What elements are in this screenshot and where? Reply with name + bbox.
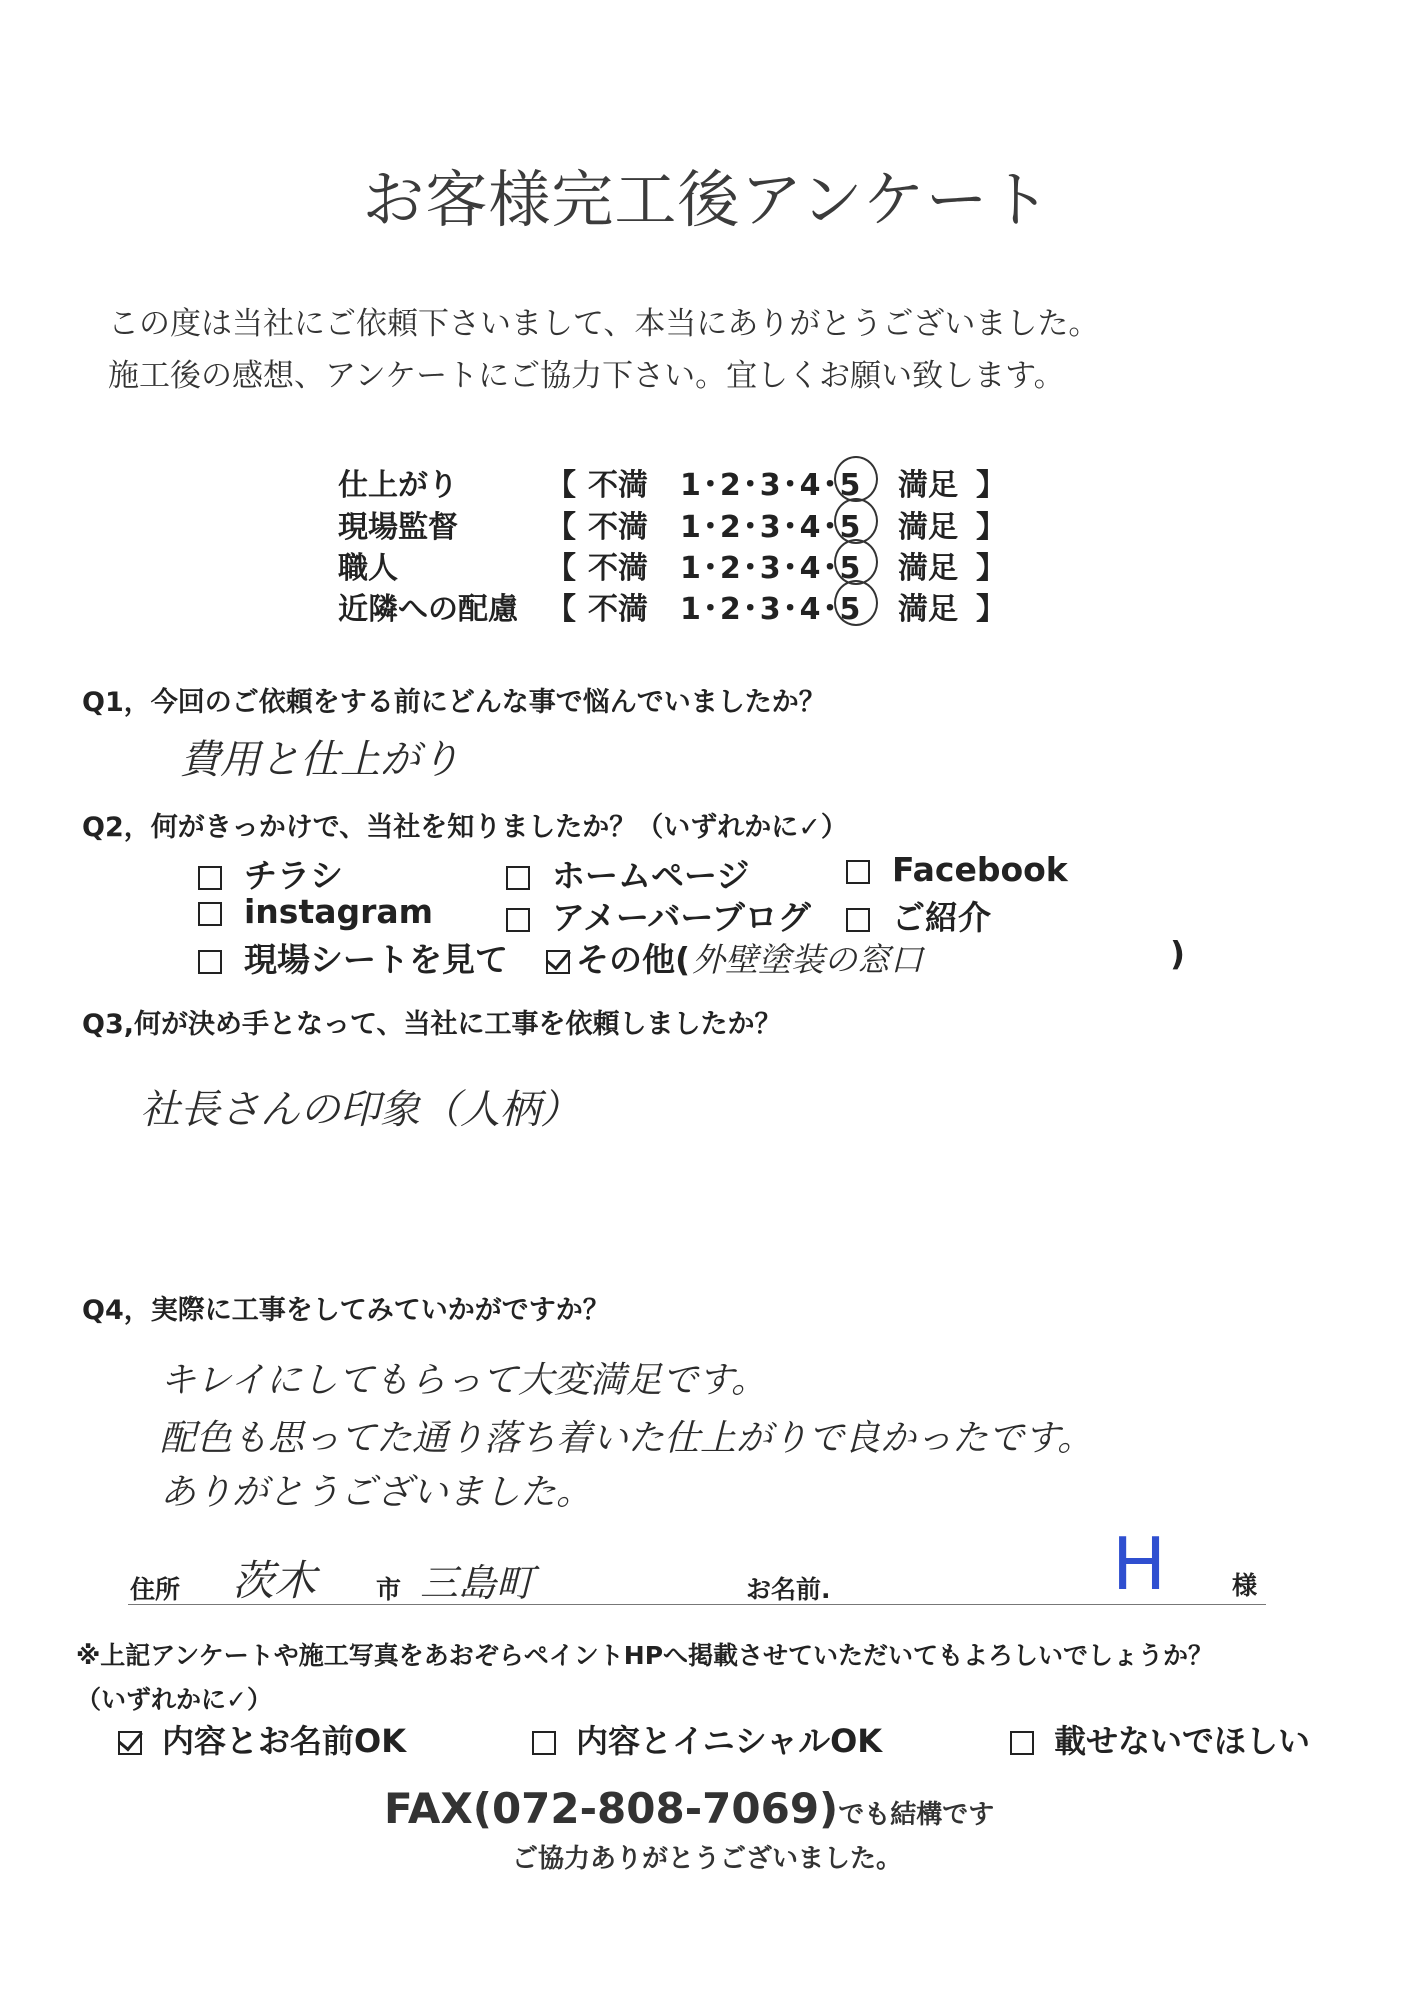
rating-label: 現場監督 bbox=[338, 510, 458, 545]
rating-satisfied: 満足 bbox=[898, 592, 958, 627]
option-label: チラシ bbox=[244, 856, 343, 895]
rating-satisfied: 満足 bbox=[898, 468, 958, 503]
name-value[interactable]: H bbox=[1112, 1522, 1167, 1606]
option-label: ご紹介 bbox=[892, 898, 991, 937]
q3-answer[interactable]: 社長さんの印象（人柄） bbox=[140, 1087, 580, 1133]
checkbox[interactable] bbox=[198, 950, 222, 974]
intro-line-2: 施工後の感想、アンケートにご協力下さい。宜しくお願い致します。 bbox=[108, 358, 1065, 394]
option-label: 現場シートを見て bbox=[244, 940, 508, 979]
address-city-value[interactable]: 茨木 bbox=[232, 1556, 317, 1605]
option-label: 内容とイニシャルOK bbox=[576, 1722, 883, 1760]
rating-scale: 1･2･3･4･5 bbox=[680, 468, 863, 503]
bracket-open: 【 bbox=[546, 551, 576, 586]
checkbox-checked[interactable] bbox=[118, 1731, 142, 1755]
consent-option-initial-ok[interactable] bbox=[532, 1716, 882, 1762]
q2-option-facebook[interactable] bbox=[846, 850, 1068, 889]
q2-option-flyer[interactable] bbox=[198, 850, 343, 897]
bracket-close: 】 bbox=[976, 510, 1006, 545]
q1-question: Q1，今回のご依頼をする前にどんな事で悩んでいましたか？ bbox=[82, 687, 826, 718]
option-label: Facebook bbox=[892, 850, 1068, 889]
q3-question: Q3,何が決め手となって、当社に工事を依頼しましたか？ bbox=[82, 1009, 782, 1040]
consent-text: ※上記アンケートや施工写真をあおぞらペイントHPへ掲載させていただいてもよろしいでしょうか？ bbox=[76, 1641, 1214, 1670]
checkbox[interactable] bbox=[846, 860, 870, 884]
option-label: アメーバーブログ bbox=[552, 898, 811, 937]
option-label: 内容とお名前OK bbox=[162, 1722, 407, 1760]
intro-line-1: この度は当社にご依頼下さいまして、本当にありがとうございました。 bbox=[108, 306, 1100, 342]
footer-fax bbox=[384, 1784, 994, 1833]
checkbox[interactable] bbox=[1010, 1731, 1034, 1755]
checkbox[interactable] bbox=[506, 908, 530, 932]
checkbox-checked[interactable] bbox=[546, 950, 570, 974]
q2-question: Q2，何がきっかけで、当社を知りましたか？（いずれかに✓） bbox=[82, 812, 848, 843]
address-label: 住所 bbox=[130, 1575, 181, 1604]
bracket-close: 】 bbox=[976, 468, 1006, 503]
consent-instruction: （いずれかに✓） bbox=[76, 1685, 272, 1714]
bracket-open: 【 bbox=[546, 510, 576, 545]
city-suffix: 市 bbox=[376, 1575, 402, 1604]
form-title: お客様完工後アンケート bbox=[362, 163, 1052, 236]
option-label: ホームページ bbox=[552, 856, 750, 895]
rating-dissatisfied: 不満 bbox=[588, 468, 648, 503]
option-label: 載せないでほしい bbox=[1054, 1722, 1311, 1760]
bracket-open: 【 bbox=[546, 468, 576, 503]
selected-circle[interactable] bbox=[834, 498, 878, 544]
name-label: お名前. bbox=[746, 1575, 831, 1604]
option-label: instagram bbox=[244, 892, 434, 931]
rating-label: 仕上がり bbox=[338, 468, 458, 503]
fax-suffix: でも結構です bbox=[838, 1800, 995, 1830]
footer-thanks: ご協力ありがとうございました。 bbox=[511, 1844, 902, 1874]
rating-dissatisfied: 不満 bbox=[588, 551, 648, 586]
q2-other-close: ) bbox=[1170, 934, 1186, 973]
selected-circle[interactable] bbox=[834, 539, 878, 585]
q2-other-answer[interactable]: 外壁塗装の窓口 bbox=[692, 940, 923, 979]
selected-circle[interactable] bbox=[834, 456, 878, 502]
selected-circle[interactable] bbox=[834, 580, 878, 626]
honorific: 様 bbox=[1232, 1571, 1258, 1600]
q2-option-other[interactable] bbox=[546, 934, 690, 981]
q4-answer-line-3[interactable]: ありがとうございました。 bbox=[160, 1472, 593, 1513]
option-label: その他( bbox=[576, 940, 691, 979]
q2-option-site-sheet[interactable] bbox=[198, 934, 508, 981]
q1-answer[interactable]: 費用と仕上がり bbox=[180, 737, 460, 783]
q2-option-instagram[interactable] bbox=[198, 892, 433, 931]
q2-option-referral[interactable] bbox=[846, 892, 991, 939]
rating-label: 近隣への配慮 bbox=[338, 592, 518, 627]
checkbox[interactable] bbox=[506, 866, 530, 890]
fax-number: FAX(072-808-7069) bbox=[384, 1784, 839, 1833]
rating-dissatisfied: 不満 bbox=[588, 510, 648, 545]
bracket-close: 】 bbox=[976, 551, 1006, 586]
rating-scale: 1･2･3･4･5 bbox=[680, 592, 863, 627]
q4-answer-line-1[interactable]: キレイにしてもらって大変満足です。 bbox=[160, 1360, 767, 1401]
rating-scale: 1･2･3･4･5 bbox=[680, 510, 863, 545]
checkbox[interactable] bbox=[198, 902, 222, 926]
q2-option-homepage[interactable] bbox=[506, 850, 749, 897]
q4-answer-line-2[interactable]: 配色も思ってた通り落ち着いた仕上がりで良かったです。 bbox=[160, 1418, 1094, 1459]
rating-scale: 1･2･3･4･5 bbox=[680, 551, 863, 586]
rating-satisfied: 満足 bbox=[898, 510, 958, 545]
address-town-value[interactable]: 三島町 bbox=[420, 1561, 535, 1605]
checkbox[interactable] bbox=[846, 908, 870, 932]
rating-label: 職人 bbox=[338, 551, 398, 586]
q4-question: Q4，実際に工事をしてみていかがですか？ bbox=[82, 1295, 610, 1326]
checkbox[interactable] bbox=[532, 1731, 556, 1755]
signature-line bbox=[128, 1604, 1266, 1605]
checkbox[interactable] bbox=[198, 866, 222, 890]
bracket-open: 【 bbox=[546, 592, 576, 627]
q2-option-ameblo[interactable] bbox=[506, 892, 811, 939]
consent-option-name-ok[interactable] bbox=[118, 1716, 406, 1762]
consent-option-do-not-post[interactable] bbox=[1010, 1716, 1310, 1762]
rating-dissatisfied: 不満 bbox=[588, 592, 648, 627]
bracket-close: 】 bbox=[976, 592, 1006, 627]
rating-satisfied: 満足 bbox=[898, 551, 958, 586]
